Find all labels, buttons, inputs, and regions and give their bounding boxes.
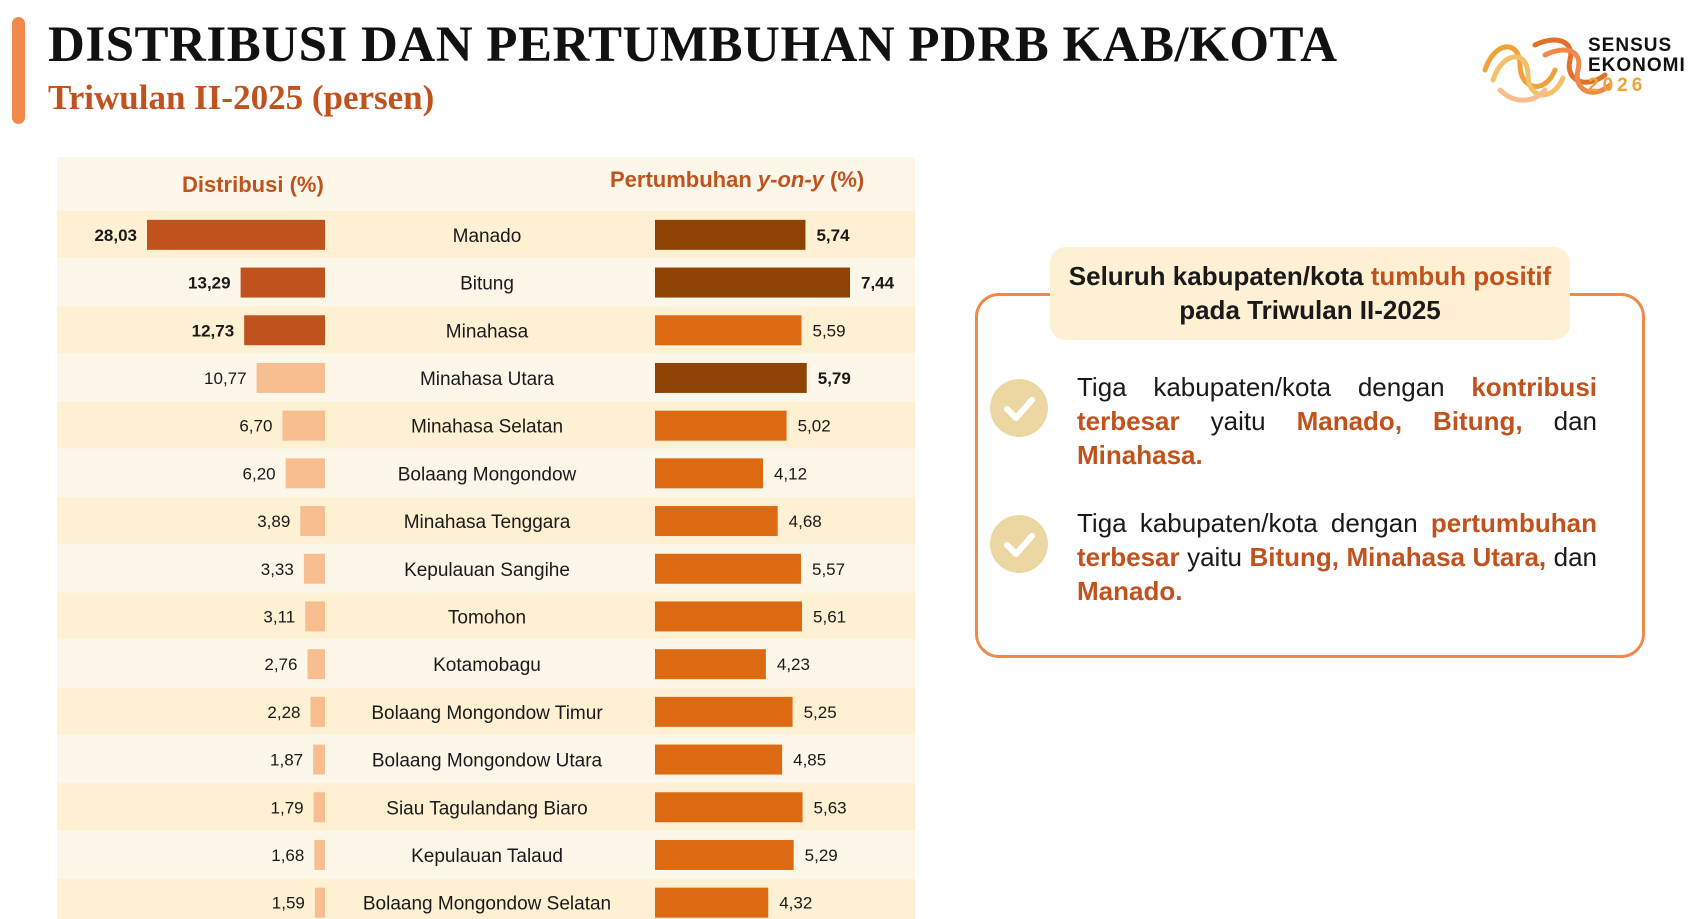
check-circle-icon [990, 379, 1048, 437]
distribusi-value-label: 3,11 [263, 607, 296, 627]
page-subtitle: Triwulan II-2025 (persen) [48, 78, 435, 117]
growth-value-label: 4,23 [776, 655, 810, 675]
bullet-pertumbuhan [1077, 506, 1597, 608]
distribusi-bar [244, 315, 325, 345]
distribusi-value-label: 2,76 [264, 655, 298, 675]
category-label: Minahasa Tenggara [403, 512, 571, 534]
info-heading-highlight: tumbuh positif [1370, 261, 1552, 291]
info-heading-text-2: pada Triwulan II-2025 [1179, 295, 1441, 325]
bullet-1-text-3: dan [1522, 406, 1597, 436]
growth-header-italic: y-on-y [757, 167, 824, 192]
growth-bar [655, 697, 793, 727]
bullet-1-text-1: Tiga kabupaten/kota dengan [1077, 372, 1472, 402]
growth-bar [655, 601, 802, 631]
distribusi-bar [304, 554, 325, 584]
bullet-kontribusi [1077, 370, 1597, 472]
growth-value-label: 5,74 [816, 225, 850, 245]
growth-value-label: 5,29 [804, 845, 838, 865]
growth-bar [655, 792, 803, 822]
category-label: Bolaang Mongondow Timur [371, 702, 603, 724]
bullet-1-highlight-1: kontribusi terbesar [1077, 372, 1597, 436]
growth-value-label: 7,44 [861, 273, 895, 293]
bullet-2-highlight-3: Manado. [1077, 576, 1183, 606]
bullet-2-highlight-2: Bitung, Minahasa Utara, [1249, 542, 1547, 572]
page-title: DISTRIBUSI DAN PERTUMBUHAN PDRB KAB/KOTA [48, 17, 1338, 73]
bullet-1-highlight-2: Manado, Bitung, [1296, 406, 1523, 436]
distribusi-value-label: 28,03 [94, 225, 137, 245]
growth-bar [655, 315, 802, 345]
growth-bar [655, 840, 794, 870]
growth-value-label: 4,12 [773, 464, 808, 484]
distribusi-bar [282, 411, 325, 441]
growth-value-label: 5,57 [811, 559, 846, 579]
distribusi-bar [286, 458, 325, 488]
info-heading-text-1: Seluruh kabupaten/kota [1068, 261, 1371, 291]
category-label: Bolaang Mongondow Selatan [362, 893, 612, 915]
distribusi-value-label: 6,20 [242, 464, 276, 484]
category-label: Bolaang Mongondow Utara [371, 750, 603, 772]
distribusi-value-label: 3,33 [260, 559, 294, 579]
distribusi-bar [313, 745, 325, 775]
distribusi-bar [314, 840, 325, 870]
category-label: Kepulauan Sangihe [404, 559, 570, 581]
category-label: Kepulauan Talaud [411, 845, 563, 867]
check-circle-icon [990, 515, 1048, 573]
distribusi-bar [311, 697, 325, 727]
category-label: Bolaang Mongondow [397, 464, 577, 486]
growth-bar [655, 411, 787, 441]
growth-bar [655, 888, 768, 918]
bullet-2-highlight-1: pertumbuhan terbesar [1077, 508, 1597, 572]
growth-bar [655, 363, 807, 393]
growth-value-label: 5,79 [817, 368, 851, 388]
growth-value-label: 5,59 [812, 321, 846, 341]
growth-bar [655, 458, 763, 488]
distribusi-value-label: 13,29 [188, 273, 231, 293]
growth-bar [655, 649, 766, 679]
category-label: Minahasa Utara [419, 368, 555, 390]
growth-value-label: 5,63 [813, 798, 847, 818]
category-label: Siau Tagulandang Biaro [386, 798, 588, 820]
distribusi-value-label: 2,28 [267, 702, 301, 722]
info-heading [1050, 247, 1570, 340]
logo-line-2: EKONOMI [1588, 55, 1686, 76]
distribusi-bar [305, 601, 325, 631]
distribusi-bar [257, 363, 325, 393]
category-label: Bitung [460, 273, 514, 295]
growth-bar [655, 745, 782, 775]
bullet-1-highlight-3: Minahasa. [1077, 440, 1203, 470]
distribusi-value-label: 12,73 [191, 321, 235, 341]
growth-value-label: 4,68 [788, 512, 822, 532]
distribusi-bar [300, 506, 325, 536]
logo-line-3: 2026 [1588, 75, 1647, 96]
distribusi-bar [314, 792, 325, 822]
growth-value-label: 5,02 [797, 416, 831, 436]
distribusi-value-label: 1,68 [271, 845, 305, 865]
logo-line-1: SENSUS [1588, 35, 1673, 56]
bullet-2-text-1: Tiga kabupaten/kota dengan [1077, 508, 1431, 538]
growth-bar [655, 220, 805, 250]
category-label: Minahasa [445, 321, 529, 343]
growth-header-prefix: Pertumbuhan [610, 167, 758, 192]
growth-value-label: 5,25 [803, 702, 837, 722]
distribusi-header: Distribusi (%) [182, 172, 324, 197]
distribusi-value-label: 6,70 [239, 416, 273, 436]
growth-header-suffix: (%) [823, 167, 865, 192]
growth-value-label: 5,61 [813, 607, 847, 627]
category-label: Tomohon [447, 607, 527, 629]
distribusi-bar [307, 649, 325, 679]
growth-value-label: 4,85 [793, 750, 827, 770]
bullet-1-text-2: yaitu [1179, 406, 1297, 436]
distribusi-bar [241, 268, 325, 298]
category-label: Manado [452, 225, 522, 247]
bullet-2-text-2: yaitu [1179, 542, 1250, 572]
distribusi-value-label: 1,79 [270, 798, 304, 818]
growth-bar [655, 268, 850, 298]
growth-bar [655, 506, 778, 536]
growth-bar [655, 554, 801, 584]
distribusi-bar [315, 888, 325, 918]
distribusi-value-label: 3,89 [257, 512, 291, 532]
distribusi-value-label: 10,77 [204, 368, 247, 388]
distribusi-bar [147, 220, 325, 250]
distribusi-value-label: 1,87 [270, 750, 304, 770]
category-label: Minahasa Selatan [410, 416, 564, 438]
distribusi-value-label: 1,59 [271, 893, 305, 913]
category-label: Kotamobagu [433, 655, 541, 677]
bullet-2-text-3: dan [1546, 542, 1598, 572]
growth-value-label: 4,32 [779, 893, 813, 913]
